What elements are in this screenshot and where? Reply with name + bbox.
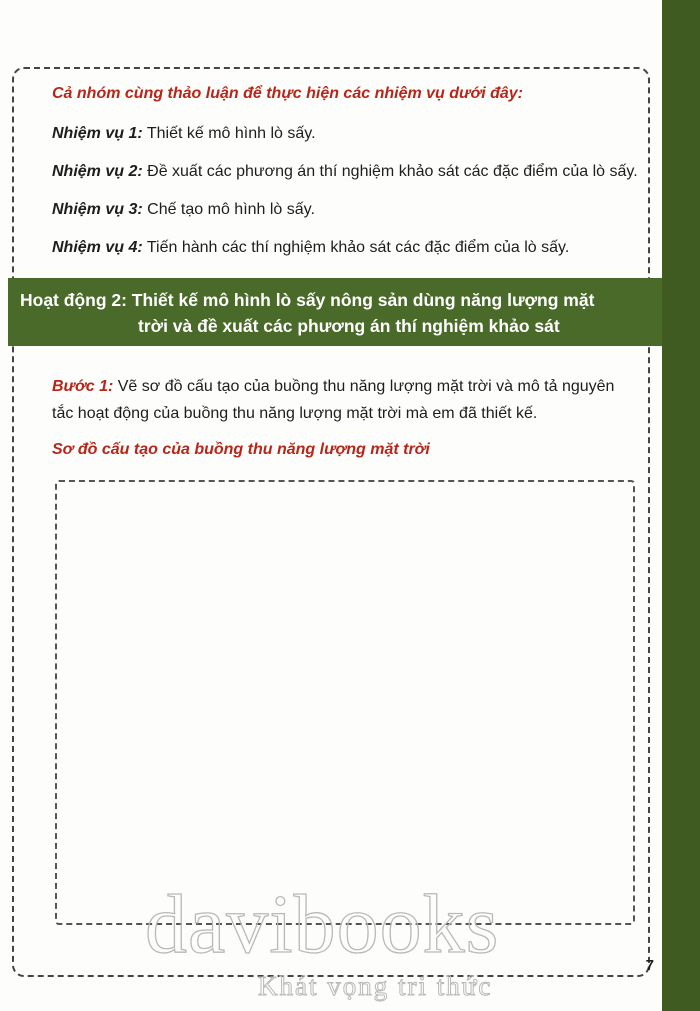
task-3-label: Nhiệm vụ 3: [52, 201, 143, 218]
activity-title-line-2: trời và đề xuất các phương án thí nghiệm khảo sát [138, 316, 560, 336]
task-1 [52, 124, 316, 144]
task-2 [52, 162, 638, 182]
task-1-label: Nhiệm vụ 1: [52, 125, 143, 142]
page-number: 7 [645, 957, 654, 974]
step-1-line-1 [52, 377, 614, 397]
watermark-logo: davibooks [145, 878, 500, 971]
task-2-label: Nhiệm vụ 2: [52, 163, 143, 180]
diagram-heading: Sơ đồ cấu tạo của buồng thu năng lượng mặt trời [52, 441, 430, 458]
activity-title-line-1: Hoạt động 2: Thiết kế mô hình lò sấy nông sản dùng năng lượng mặt [20, 290, 595, 310]
intro-text: Cả nhóm cùng thảo luận để thực hiện các nhiệm vụ dưới đây: [52, 85, 523, 102]
watermark-slogan: Khát vọng tri thức [258, 971, 493, 1001]
drawing-area[interactable] [55, 480, 635, 925]
task-4-label: Nhiệm vụ 4: [52, 239, 143, 256]
task-4-text: Tiến hành các thí nghiệm khảo sát các đặc điểm của lò sấy. [142, 239, 570, 256]
task-3 [52, 200, 315, 220]
task-2-text: Đề xuất các phương án thí nghiệm khảo sát các đặc điểm của lò sấy. [142, 163, 638, 180]
step-1-text: Vẽ sơ đồ cấu tạo của buồng thu năng lượng mặt trời và mô tả nguyên [113, 378, 615, 395]
step-1-line-2: tắc hoạt động của buồng thu năng lượng mặt trời mà em đã thiết kế. [52, 405, 538, 422]
task-4 [52, 238, 569, 258]
side-color-bar [662, 0, 700, 1011]
task-3-text: Chế tạo mô hình lò sấy. [142, 201, 315, 218]
step-1-label: Bước 1: [52, 378, 114, 395]
activity-banner [8, 278, 662, 346]
task-1-text: Thiết kế mô hình lò sấy. [142, 125, 316, 142]
